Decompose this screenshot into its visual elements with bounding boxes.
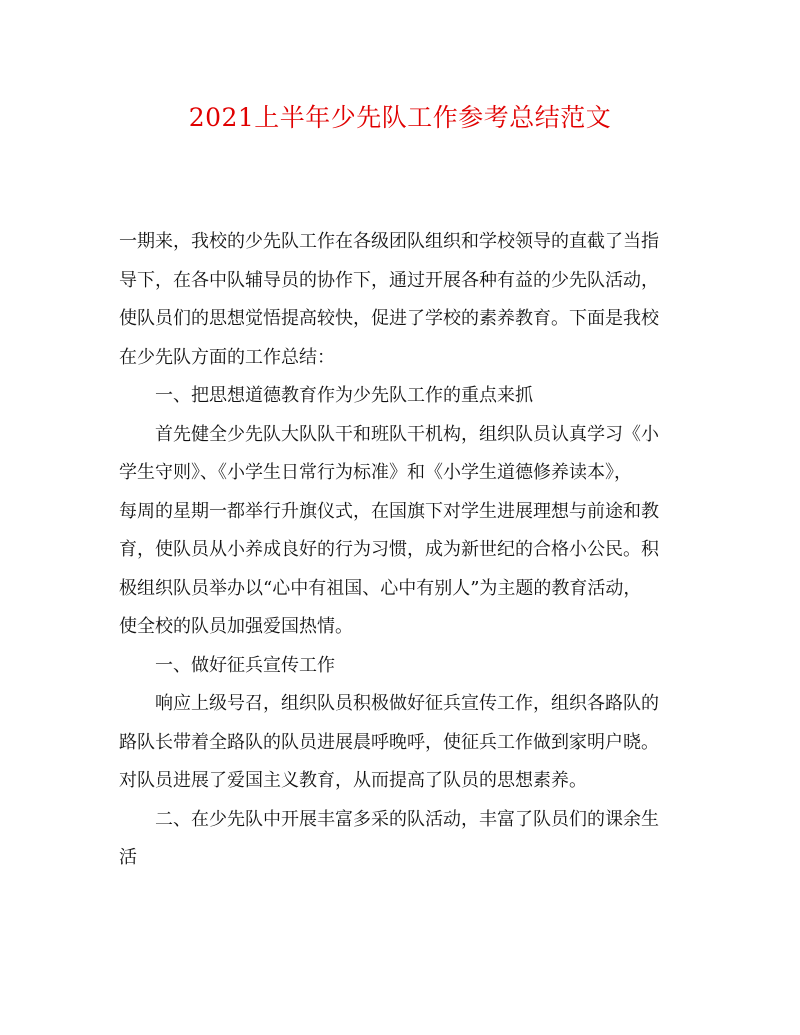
paragraph-line: 使全校的队员加强爱国热情。 [119, 616, 353, 637]
paragraph-line: 育，使队员从小养成良好的行为习惯，成为新世纪的合格小公民。积 [119, 539, 659, 560]
paragraph-line: 对队员进展了爱国主义教育，从而提高了队员的思想素养。 [119, 770, 587, 791]
paragraph-line: 在少先队方面的工作总结： [119, 346, 335, 368]
paragraph-line: 每周的星期一都举行升旗仪式，在国旗下对学生进展理想与前途和教 [119, 500, 659, 522]
section-heading: 一、把思想道德教育作为少先队工作的重点来抓 [155, 385, 533, 406]
paragraph-line: 一期来，我校的少先队工作在各级团队组织和学校领导的直截了当指 [119, 231, 659, 252]
document-title: 2021上半年少先队工作参考总结范文 [188, 103, 612, 132]
paragraph-line: 极组织队员举办以“心中有祖国、心中有别人”为主题的教育活动， [119, 577, 642, 599]
paragraph-line: 首先健全少先队大队队干和班队干机构，组织队员认真学习《小 [155, 423, 659, 445]
paragraph-line: 路队长带着全路队的队员进展晨呼晚呼，使征兵工作做到家明户晓。 [119, 731, 659, 753]
paragraph-line: 活 [119, 847, 137, 868]
paragraph-line: 使队员们的思想觉悟提高较快，促进了学校的素养教育。下面是我校 [119, 308, 659, 329]
section-heading: 二、在少先队中开展丰富多采的队活动，丰富了队员们的课余生 [155, 808, 659, 830]
paragraph-line: 响应上级号召，组织队员积极做好征兵宣传工作，组织各路队的 [155, 693, 659, 714]
section-heading: 一、做好征兵宣传工作 [155, 654, 335, 676]
document-body [119, 223, 679, 878]
paragraph-line: 学生守则》、《小学生日常行为标准》和《小学生道德修养读本》， [119, 462, 632, 483]
paragraph-line: 导下，在各中队辅导员的协作下，通过开展各种有益的少先队活动， [119, 269, 659, 291]
